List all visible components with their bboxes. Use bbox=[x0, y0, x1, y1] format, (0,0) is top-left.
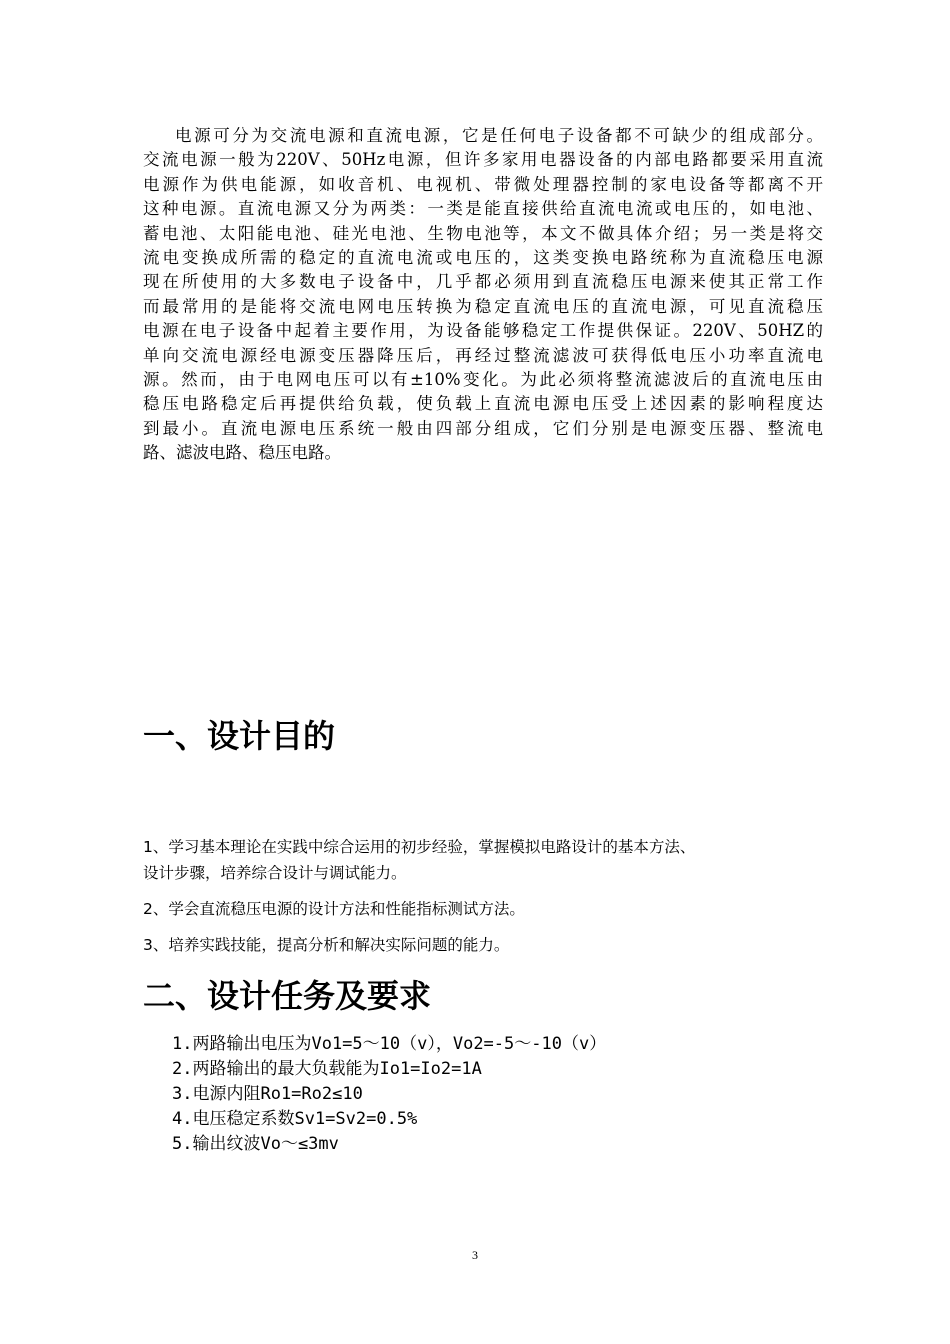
purpose-item-3-line-1: 3、培养实践技能，提高分析和解决实际问题的能力。 bbox=[143, 936, 510, 954]
section-heading-design-purpose: 一、设计目的 bbox=[143, 717, 336, 755]
purpose-item-2 bbox=[143, 896, 823, 922]
intro-line: 电源在电子设备中起着主要作用，为设备能够稳定工作提供保证。220V、50HZ的 bbox=[143, 321, 823, 341]
purpose-item-1-line-1: 1、学习基本理论在实践中综合运用的初步经验，掌握模拟电路设计的基本方法、 bbox=[143, 838, 696, 856]
intro-line: 而最常用的是能将交流电网电压转换为稳定直流电压的直流电源，可见直流稳压 bbox=[143, 296, 823, 316]
requirement-item: 3.电源内阻Ro1=Ro2≤10 bbox=[172, 1084, 363, 1104]
purpose-item-1 bbox=[143, 834, 823, 886]
intro-paragraph bbox=[143, 124, 823, 466]
requirement-item: 5.输出纹波Vo～≤3mv bbox=[172, 1134, 339, 1154]
requirement-item: 4.电压稳定系数Sv1=Sv2=0.5% bbox=[172, 1109, 418, 1129]
requirement-item: 1.两路输出电压为Vo1=5～10（v），Vo2=-5～-10（v） bbox=[172, 1034, 607, 1054]
intro-line: 这种电源。直流电源又分为两类：一类是能直接供给直流电流或电压的，如电池、 bbox=[143, 199, 823, 219]
intro-line: 流电变换成所需的稳定的直流电流或电压的，这类变换电路统称为直流稳压电源 bbox=[143, 248, 823, 268]
intro-line: 到最小。直流电源电压系统一般由四部分组成，它们分别是电源变压器、整流电 bbox=[143, 418, 823, 438]
intro-line: 路、滤波电路、稳压电路。 bbox=[143, 443, 341, 463]
intro-line: 单向交流电源经电源变压器降压后，再经过整流滤波可获得低电压小功率直流电 bbox=[143, 345, 823, 365]
page-number: 3 bbox=[472, 1248, 478, 1262]
intro-line: 稳压电路稳定后再提供给负载，使负载上直流电源电压受上述因素的影响程度达 bbox=[143, 394, 823, 414]
requirement-item: 2.两路输出的最大负载能为Io1=Io2=1A bbox=[172, 1059, 482, 1079]
intro-line: 蓄电池、太阳能电池、硅光电池、生物电池等，本文不做具体介绍；另一类是将交 bbox=[143, 223, 823, 243]
purpose-item-3 bbox=[143, 932, 823, 958]
section-heading-design-requirements: 二、设计任务及要求 bbox=[143, 977, 432, 1015]
purpose-item-2-line-1: 2、学会直流稳压电源的设计方法和性能指标测试方法。 bbox=[143, 900, 525, 918]
requirements-list bbox=[172, 1032, 606, 1157]
intro-line: 电源可分为交流电源和直流电源，它是任何电子设备都不可缺少的组成部分。 bbox=[175, 126, 823, 145]
intro-line: 交流电源一般为220V、50Hz电源，但许多家用电器设备的内部电路都要采用直流 bbox=[143, 150, 823, 170]
purpose-item-1-line-2: 设计步骤，培养综合设计与调试能力。 bbox=[143, 864, 407, 882]
intro-line: 现在所使用的大多数电子设备中，几乎都必须用到直流稳压电源来使其正常工作 bbox=[143, 272, 823, 292]
intro-line: 源。然而，由于电网电压可以有±10%变化。为此必须将整流滤波后的直流电压由 bbox=[143, 370, 823, 390]
intro-line: 电源作为供电能源，如收音机、电视机、带微处理器控制的家电设备等都离不开 bbox=[143, 174, 823, 194]
